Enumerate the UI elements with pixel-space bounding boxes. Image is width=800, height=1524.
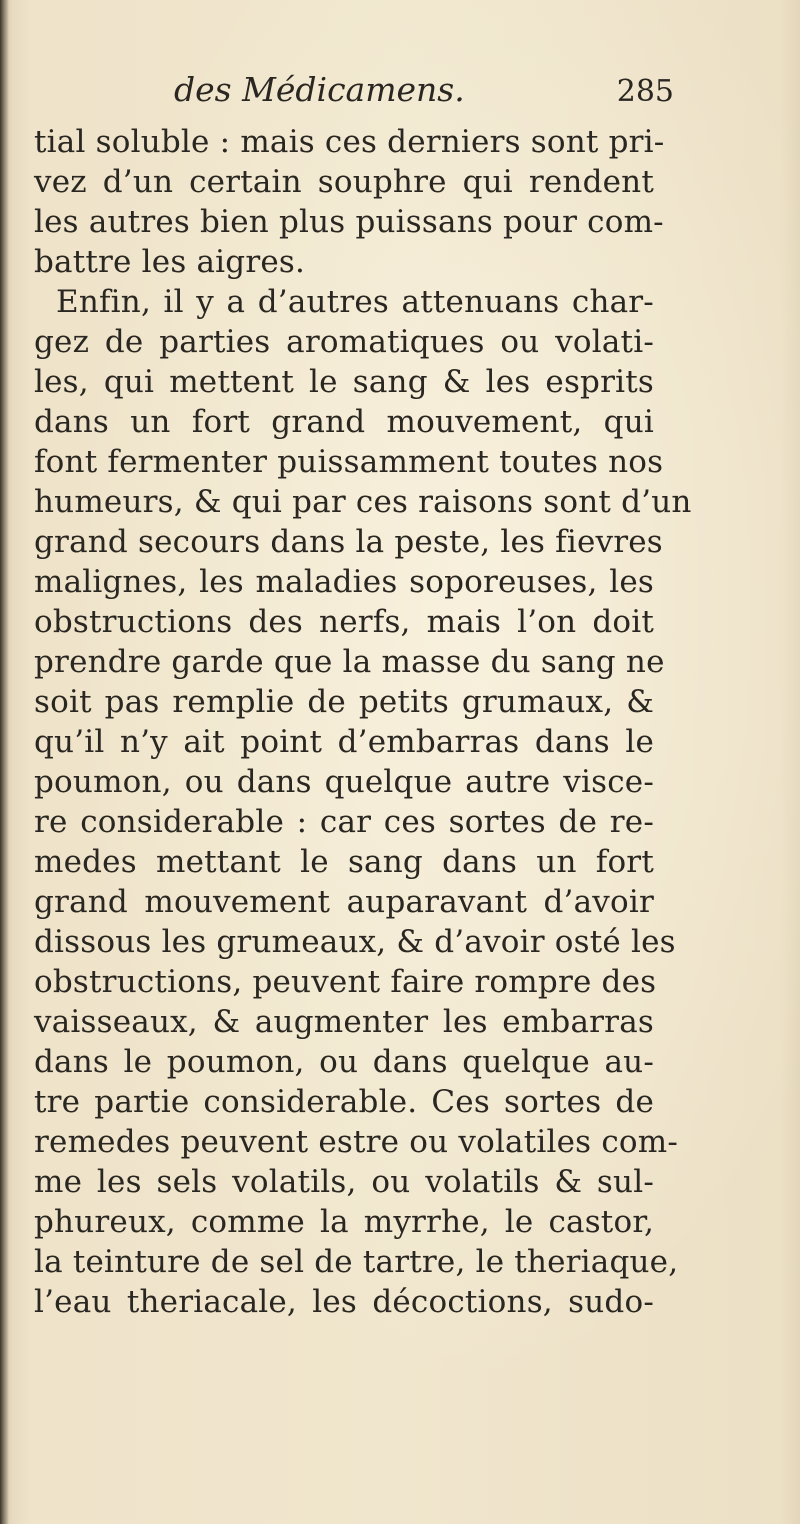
- text-line: grand secours dans la peste, les fievres: [34, 524, 663, 560]
- body-text: [34, 122, 692, 1322]
- text-line: dissous les grumeaux, & d’avoir osté les: [34, 924, 676, 960]
- text-line: re considerable : car ces sortes de re-: [34, 804, 654, 840]
- text-line: grand mouvement auparavant d’avoir: [34, 884, 654, 920]
- text-line: tre partie considerable. Ces sortes de: [34, 1084, 654, 1120]
- text-line: vaisseaux, & augmenter les embarras: [34, 1004, 654, 1040]
- text-line: gez de parties aromatiques ou volati-: [34, 324, 654, 360]
- text-line: prendre garde que la masse du sang ne: [34, 644, 665, 680]
- text-line: font fermenter puissamment toutes nos: [34, 444, 664, 480]
- text-line: qu’il n’y ait point d’embarras dans le: [34, 724, 654, 760]
- text-line: l’eau theriacale, les décoctions, sudo-: [34, 1284, 654, 1320]
- text-line: tial soluble : mais ces derniers sont pri-: [34, 124, 665, 160]
- text-line: me les sels volatils, ou volatils & sul-: [34, 1164, 654, 1200]
- text-line: les autres bien plus puissans pour com-: [34, 204, 664, 240]
- text-line: obstructions des nerfs, mais l’on doit: [34, 604, 654, 640]
- text-line: phureux, comme la myrrhe, le castor,: [34, 1204, 654, 1240]
- text-line: vez d’un certain souphre qui rendent: [34, 164, 654, 200]
- text-line: dans le poumon, ou dans quelque au-: [34, 1044, 654, 1080]
- running-title: des Médicamens.: [174, 70, 465, 109]
- text-line: battre les aigres.: [34, 244, 306, 280]
- text-line: humeurs, & qui par ces raisons sont d’un: [34, 484, 692, 520]
- text-line: soit pas remplie de petits grumaux, &: [34, 684, 654, 720]
- text-line: Enfin, il y a d’autres attenuans char-: [56, 284, 654, 320]
- page-number: 285: [616, 74, 674, 109]
- text-line: malignes, les maladies soporeuses, les: [34, 564, 654, 600]
- text-line: la teinture de sel de tartre, le theriaque,: [34, 1244, 679, 1280]
- text-line: dans un fort grand mouvement, qui: [34, 404, 654, 440]
- page-binding-edge: [0, 0, 9, 1524]
- text-line: poumon, ou dans quelque autre visce-: [34, 764, 654, 800]
- text-line: les, qui mettent le sang & les esprits: [34, 364, 654, 400]
- text-line: medes mettant le sang dans un fort: [34, 844, 654, 880]
- text-line: remedes peuvent estre ou volatiles com-: [34, 1124, 679, 1160]
- running-head: [34, 70, 674, 116]
- text-line: obstructions, peuvent faire rompre des: [34, 964, 657, 1000]
